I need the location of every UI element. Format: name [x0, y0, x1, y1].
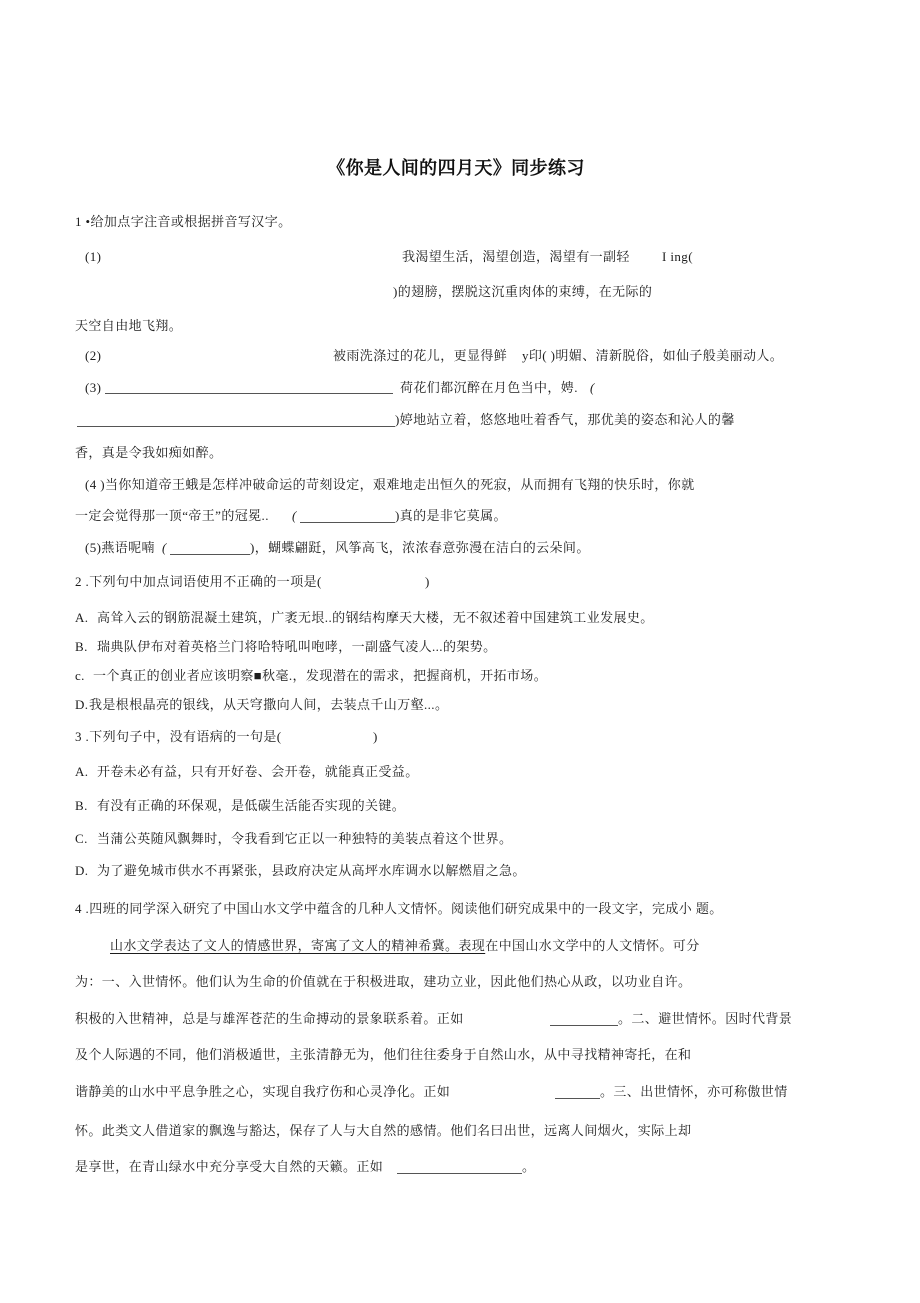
- q1-item-3-number: (3): [85, 380, 102, 395]
- option-label: c.: [75, 668, 85, 683]
- option-label: D.: [75, 697, 89, 712]
- option-text: 一个真正的创业者应该明察■秋毫.，发现潜在的需求，把握商机，开拓市场。: [93, 668, 548, 683]
- passage-line-rest: 。三、出世情怀，亦可称傲世情: [600, 1084, 788, 1099]
- answer-blank: [105, 393, 393, 394]
- q1-item-2-pinyin-text: y印( )明媚、清新脱俗，如仙子般美丽动人。: [522, 348, 784, 363]
- passage-line: [110, 938, 700, 954]
- q1-item-3-text-line-2: )婷地站立着，悠悠地吐着香气，那优美的姿态和沁人的馨: [395, 412, 735, 427]
- passage-line: 及个人际遇的不同，他们消极遁世，主张清静无为，他们往往委身于自然山水，从中寻找精神寄托，在和: [75, 1047, 692, 1062]
- q1-item-1-text: 我渴望生活，渴望创造，渴望有一副轻: [402, 249, 630, 264]
- q1-item-4-open-paren: (: [292, 508, 297, 523]
- question-4-stem: 4 .四班的同学深入研究了中国山水文学中蕴含的几种人文情怀。阅读他们研究成果中的一段文字，完成小 题。: [75, 901, 723, 916]
- option-text: 我是根根晶亮的银线，从天穹撒向人间，去装点千山万壑...。: [89, 697, 449, 712]
- passage-line: 是享世，在青山绿水中充分享受大自然的天籁。正如: [75, 1159, 384, 1174]
- q1-item-1-text-line-2: )的翅膀，摆脱这沉重肉体的束缚，在无际的: [393, 284, 653, 299]
- q1-item-3-open-paren: (: [590, 380, 595, 395]
- answer-blank: [397, 1173, 522, 1174]
- q1-item-5-text: (5)燕语呢喃: [85, 540, 155, 555]
- question-2-stem: 2 .下列句中加点词语使用不正确的一项是(: [75, 574, 322, 589]
- passage-text: 在中国山水文学中的人文情怀。可分: [485, 938, 700, 953]
- passage-line: 谐静美的山水中平息争胜之心，实现自我疗伤和心灵净化。正如: [75, 1084, 451, 1099]
- passage-underlined-sentence: 山水文学表达了文人的情感世界，寄寓了文人的精神希冀。表现: [110, 938, 486, 953]
- option-label: B.: [75, 639, 88, 654]
- option-text: 开卷未必有益，只有开好卷、会开卷，就能真正受益。: [97, 764, 419, 779]
- q1-item-5-open-paren: (: [162, 540, 167, 555]
- option-text: 当蒲公英随风飘舞时，令我看到它正以一种独特的美装点着这个世界。: [97, 831, 513, 846]
- answer-blank: [300, 522, 395, 523]
- answer-blank: [77, 426, 395, 427]
- q1-item-4-text: (4 )当你知道帝王蛾是怎样冲破命运的苛刻设定，艰难地走出恒久的死寂，从而拥有飞翔的快乐时，你就: [85, 477, 695, 492]
- answer-blank: [550, 1025, 618, 1026]
- answer-blank: [555, 1098, 600, 1099]
- passage-line-rest: 。: [522, 1159, 536, 1174]
- q1-item-1-text-line-3: 天空自由地飞翔。: [75, 318, 183, 333]
- option-text: 为了避免城市供水不再紧张，县政府决定从高坪水库调水以解燃眉之急。: [97, 863, 526, 878]
- question-2-answer-paren-close: ): [425, 574, 430, 589]
- option-label: B.: [75, 798, 88, 813]
- q1-item-4-text-rest: )真的是非它莫属。: [395, 508, 507, 523]
- q1-item-3-text-line-3: 香，真是令我如痴如醉。: [75, 445, 223, 460]
- option-label: A.: [75, 610, 89, 625]
- option-label: C.: [75, 831, 88, 846]
- option-text: 高耸入云的钢筋混凝土建筑，广袤无垠..的钢结构摩天大楼，无不叙述着中国建筑工业发展史。: [97, 610, 654, 625]
- option-text: 有没有正确的环保观，是低碳生活能否实现的关键。: [97, 798, 406, 813]
- question-3-stem: 3 .下列句子中，没有语病的一句是(: [75, 729, 282, 744]
- q1-item-3-text: 荷花们都沉醉在月色当中，娉.: [400, 380, 578, 395]
- q1-item-2-number: (2): [85, 348, 102, 363]
- passage-line: 积极的入世精神，总是与雄浑苍茫的生命搏动的景象联系着。正如: [75, 1011, 464, 1026]
- passage-line: 怀。此类文人借道家的飘逸与豁达，保存了人与大自然的感情。他们名曰出世，远离人间烟火，实际上却: [75, 1123, 692, 1138]
- passage-line-rest: 。二、避世情怀。因时代背景: [618, 1011, 793, 1026]
- question-3-answer-paren-close: ): [373, 729, 378, 744]
- q1-item-5-text-rest: )，蝴蝶翩跹，风筝高飞，浓浓春意弥漫在洁白的云朵间。: [250, 540, 590, 555]
- passage-line: 为：一、入世情怀。他们认为生命的价值就在于积极进取，建功立业，因此他们热心从政，以功业自许。: [75, 974, 692, 989]
- q1-item-1-number: (1): [85, 249, 102, 264]
- question-1-stem: 1 •给加点字注音或根据拼音写汉字。: [75, 214, 292, 229]
- option-label: D.: [75, 863, 89, 878]
- document-title: 《你是人间的四月天》同步练习: [327, 158, 585, 178]
- option-label: A.: [75, 764, 89, 779]
- answer-blank: [170, 554, 250, 555]
- q1-item-1-pinyin: I ing(: [662, 249, 693, 264]
- q1-item-2-text: 被雨洗涤过的花儿，更显得鲜: [333, 348, 508, 363]
- option-text: 瑞典队伊布对着英格兰门将哈特吼叫咆哮，一副盛气凌人...的架势。: [97, 639, 497, 654]
- q1-item-4-text-line-2: 一定会觉得那一顶“帝王”的冠冕..: [75, 508, 269, 523]
